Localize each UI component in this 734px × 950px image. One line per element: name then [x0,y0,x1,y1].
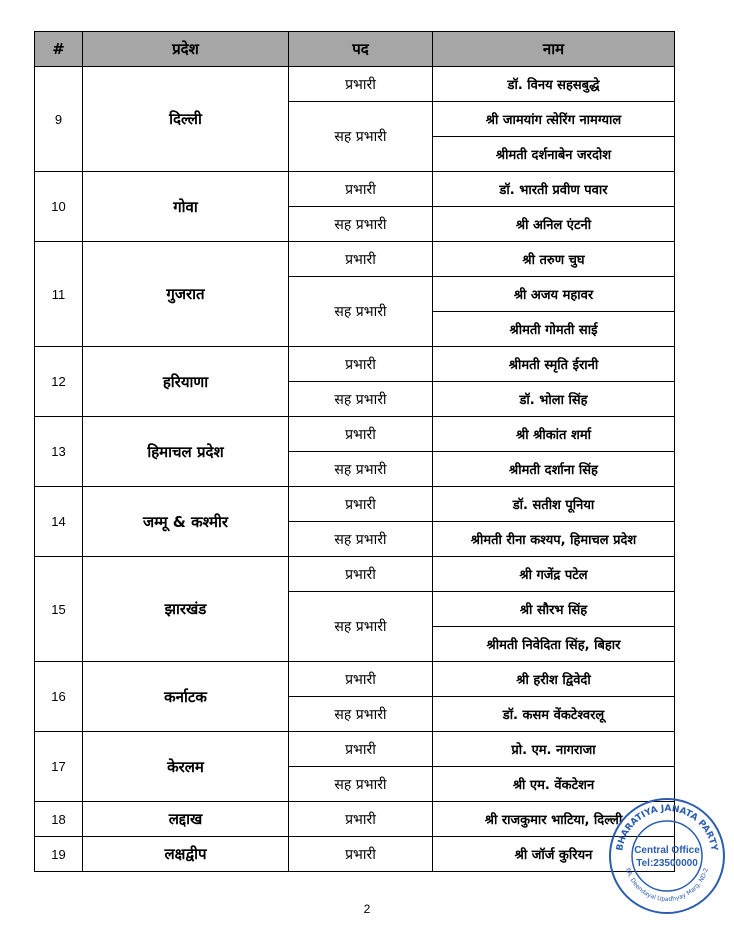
svg-text:Tel:23500000: Tel:23500000 [636,858,698,869]
table-row [35,347,675,382]
post-cell: प्रभारी [289,242,433,277]
header-number: # [35,32,83,67]
post-cell: सह प्रभारी [289,697,433,732]
row-number: 15 [35,557,83,662]
table-row [35,732,675,767]
header-state: प्रदेश [83,32,289,67]
state-cell: लद्दाख [83,802,289,837]
svg-text:BHARATIYA JANATA PARTY: BHARATIYA JANATA PARTY [615,803,719,852]
name-cell: श्री सौरभ सिंह [433,592,675,627]
post-cell: प्रभारी [289,662,433,697]
state-cell: दिल्ली [83,67,289,172]
name-cell: डॉ. सतीश पूनिया [433,487,675,522]
name-cell: श्रीमती निवेदिता सिंह, बिहार [433,627,675,662]
name-cell: श्रीमती गोमती साई [433,312,675,347]
post-cell: प्रभारी [289,487,433,522]
table-row [35,172,675,207]
post-cell: प्रभारी [289,67,433,102]
post-cell: प्रभारी [289,837,433,872]
name-cell: श्री तरुण चुघ [433,242,675,277]
row-number: 13 [35,417,83,487]
header-name: नाम [433,32,675,67]
table-row [35,557,675,592]
row-number: 10 [35,172,83,242]
table-row [35,67,675,102]
post-cell: सह प्रभारी [289,767,433,802]
state-cell: लक्षद्वीप [83,837,289,872]
row-number: 14 [35,487,83,557]
name-cell: श्रीमती दर्शाना सिंह [433,452,675,487]
post-cell: सह प्रभारी [289,592,433,662]
table-header-row [35,32,675,67]
state-cell: केरलम [83,732,289,802]
name-cell: श्री हरीश द्विवेदी [433,662,675,697]
post-cell: प्रभारी [289,732,433,767]
post-cell: प्रभारी [289,802,433,837]
header-post: पद [289,32,433,67]
name-cell: श्री श्रीकांत शर्मा [433,417,675,452]
name-cell: श्री राजकुमार भाटिया, दिल्ली [433,802,675,837]
name-cell: श्री जामयांग त्सेरिंग नामग्याल [433,102,675,137]
name-cell: श्री अनिल एंटनी [433,207,675,242]
row-number: 18 [35,802,83,837]
row-number: 11 [35,242,83,347]
row-number: 17 [35,732,83,802]
svg-text:6A, Deendayal Upadhyay Marg, N: 6A, Deendayal Upadhyay Marg, ND-2 [624,867,710,904]
row-number: 12 [35,347,83,417]
row-number: 19 [35,837,83,872]
name-cell: श्री एम. वेंकटेशन [433,767,675,802]
row-number: 9 [35,67,83,172]
name-cell: डॉ. भोला सिंह [433,382,675,417]
name-cell: श्रीमती स्मृति ईरानी [433,347,675,382]
post-cell: प्रभारी [289,347,433,382]
post-cell: सह प्रभारी [289,452,433,487]
page-number: 2 [363,902,371,916]
row-number: 16 [35,662,83,732]
post-cell: प्रभारी [289,172,433,207]
post-cell: सह प्रभारी [289,102,433,172]
table-row [35,487,675,522]
table-row [35,662,675,697]
name-cell: डॉ. विनय सहसबुद्धे [433,67,675,102]
state-cell: जम्मू & कश्मीर [83,487,289,557]
table-row [35,417,675,452]
name-cell: श्री जॉर्ज कुरियन [433,837,675,872]
post-cell: सह प्रभारी [289,522,433,557]
post-cell: सह प्रभारी [289,277,433,347]
table-row [35,802,675,837]
name-cell: श्रीमती दर्शनाबेन जरदोश [433,137,675,172]
name-cell: डॉ. कसम वेंकटेश्वरलू [433,697,675,732]
table-row [35,242,675,277]
name-cell: प्रो. एम. नागराजा [433,732,675,767]
table-row [35,837,675,872]
party-seal-stamp [606,795,728,917]
state-cell: हरियाणा [83,347,289,417]
state-cell: गुजरात [83,242,289,347]
table-body [35,67,675,872]
svg-text:Central Office: Central Office [634,845,700,856]
post-cell: प्रभारी [289,417,433,452]
name-cell: डॉ. भारती प्रवीण पवार [433,172,675,207]
party-roster-table [34,31,675,872]
post-cell: सह प्रभारी [289,382,433,417]
name-cell: श्री गजेंद्र पटेल [433,557,675,592]
state-cell: गोवा [83,172,289,242]
state-cell: झारखंड [83,557,289,662]
name-cell: श्री अजय महावर [433,277,675,312]
state-cell: कर्नाटक [83,662,289,732]
state-cell: हिमाचल प्रदेश [83,417,289,487]
post-cell: सह प्रभारी [289,207,433,242]
name-cell: श्रीमती रीना कश्यप, हिमाचल प्रदेश [433,522,675,557]
post-cell: प्रभारी [289,557,433,592]
